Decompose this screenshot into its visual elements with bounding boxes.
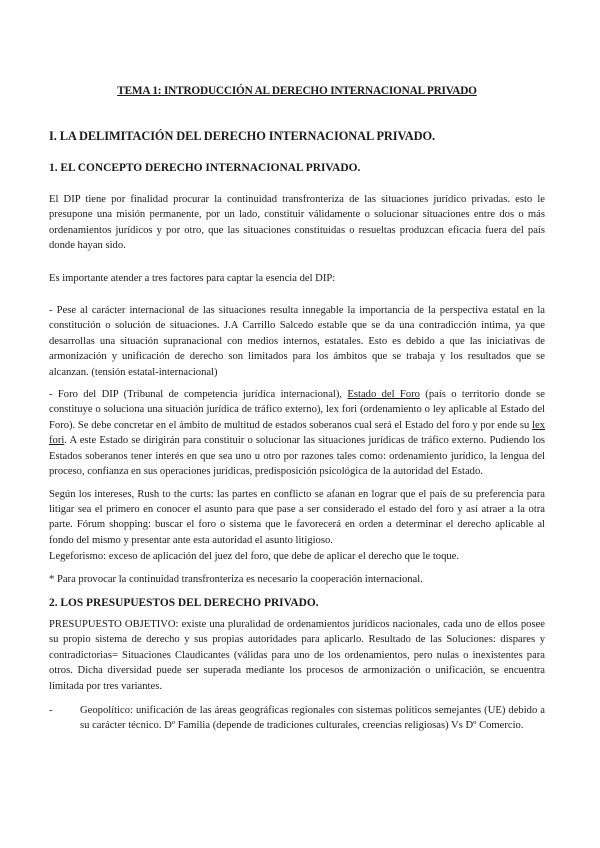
paragraph-tres-factores: Es importante atender a tres factores para captar la esencia del DIP:	[49, 272, 336, 284]
underlined-lex-fori: lex fori	[49, 419, 545, 447]
paragraph-foro-dip	[49, 387, 545, 479]
paragraph-finalidad-dip: El DIP tiene por finalidad procurar la continuidad transfronteriza de las situaciones jurídico privadas. esto le presupone una misión permanente, por un lado, constituir válidamente o solucionar situaciones entre dos o más ordenamientos jurídicos y por otro, que las situaciones constituidas o resueltas produzcan eficacia fuera del país donde hayan sido.	[49, 194, 545, 252]
list-item-text: Geopolítico: unificación de las áreas geográficas regionales con sistemas políticos semejantes (UE) debido a su carácter técnico. Dº Familia (depende de tradiciones culturales, creencias religiosas) Vs Dº Comercio.	[80, 704, 545, 732]
variants-list	[49, 703, 545, 734]
list-bullet: -	[49, 704, 53, 716]
paragraph-intereses: Según los intereses, Rush to the curts: las partes en conflicto se afanan en lograr que el país de su preferencia para litigar sea el primero en conocer el asunto para que pase a ser considerado el estado del foro y así atraer a la otra parte. Fórum shopping: buscar el foro o sistema que le favorecerá en orden a determinar el derecho aplicable al fondo del mismo y presentar ante esta autoridad el asunto litigioso.	[49, 488, 545, 546]
list-item	[49, 703, 545, 734]
foro-text-part-c: . A este Estado se dirigirán para constituir o solucionar las situaciones jurídicas de tráfico externo. Pudiendo los Estados soberanos tener interés en que sea uno u otro por razones tales como: ordenamiento jurídico, la lengua del proceso, confianza en sus operaciones jurídicas, predisposición psicológica de la autoridad del Estado.	[49, 435, 545, 478]
document-title: TEMA 1: INTRODUCCIÓN AL DERECHO INTERNACIONAL PRIVADO	[117, 85, 477, 97]
subsection-heading-concepto: 1. EL CONCEPTO DERECHO INTERNACIONAL PRIVADO.	[49, 162, 361, 174]
foro-text-part-a: - Foro del DIP (Tribunal de competencia jurídica internacional),	[49, 389, 348, 401]
foro-text-part-b: (país o territorio donde se constituye o soluciona una situación jurídica de tráfico externo), lex fori (ordenamiento o ley aplicable al Estado del Foro). Se debe concretar en el ámbito de multitud de estados soberanos cual será el Estado del foro y por ende su	[49, 389, 546, 431]
paragraph-perspectiva-estatal: - Pese al carácter internacional de las situaciones resulta innegable la importancia de la perspectiva estatal en la constitución o solución de situaciones. J.A Carrillo Salcedo estable que se da una contradicción íntima, ya que desarrollas una situación supranacional con medios internos, estatales. Esto es debido a que las iniciativas de armonización y unificación de derecho son limitados para los ámbitos que se trabaja y los resultados que se alcanzan. (tensión estatal-internacional)	[49, 305, 545, 378]
subsection-heading-presupuestos: 2. LOS PRESUPUESTOS DEL DERECHO PRIVADO.	[49, 596, 319, 609]
underlined-estado-del-foro: Estado del Foro	[347, 389, 420, 401]
note-cooperacion: * Para provocar la continuidad transfronteriza es necesario la cooperación internacional.	[49, 573, 423, 585]
section-heading-delimitacion: I. LA DELIMITACIÓN DEL DERECHO INTERNACIONAL PRIVADO.	[49, 129, 435, 143]
paragraph-presupuesto-objetivo: PRESUPUESTO OBJETIVO: existe una pluralidad de ordenamientos jurídicos nacionales, cada uno de ellos posee su propio sistema de derecho y sus propias autoridades para aplicarlo. Resultado de las Soluciones: dispares y contradictorias= Situaciones Claudicantes (válidas para uno de los ordenamientos, pero nulas o inexistentes para otros. Dicha diversidad puede ser superada mediante los procesos de armonización o unificación, se encuentra limitada por tres variantes.	[49, 618, 545, 692]
paragraph-legeforismo: Legeforismo: exceso de aplicación del juez del foro, que debe de aplicar el derecho que le toque.	[49, 551, 460, 563]
